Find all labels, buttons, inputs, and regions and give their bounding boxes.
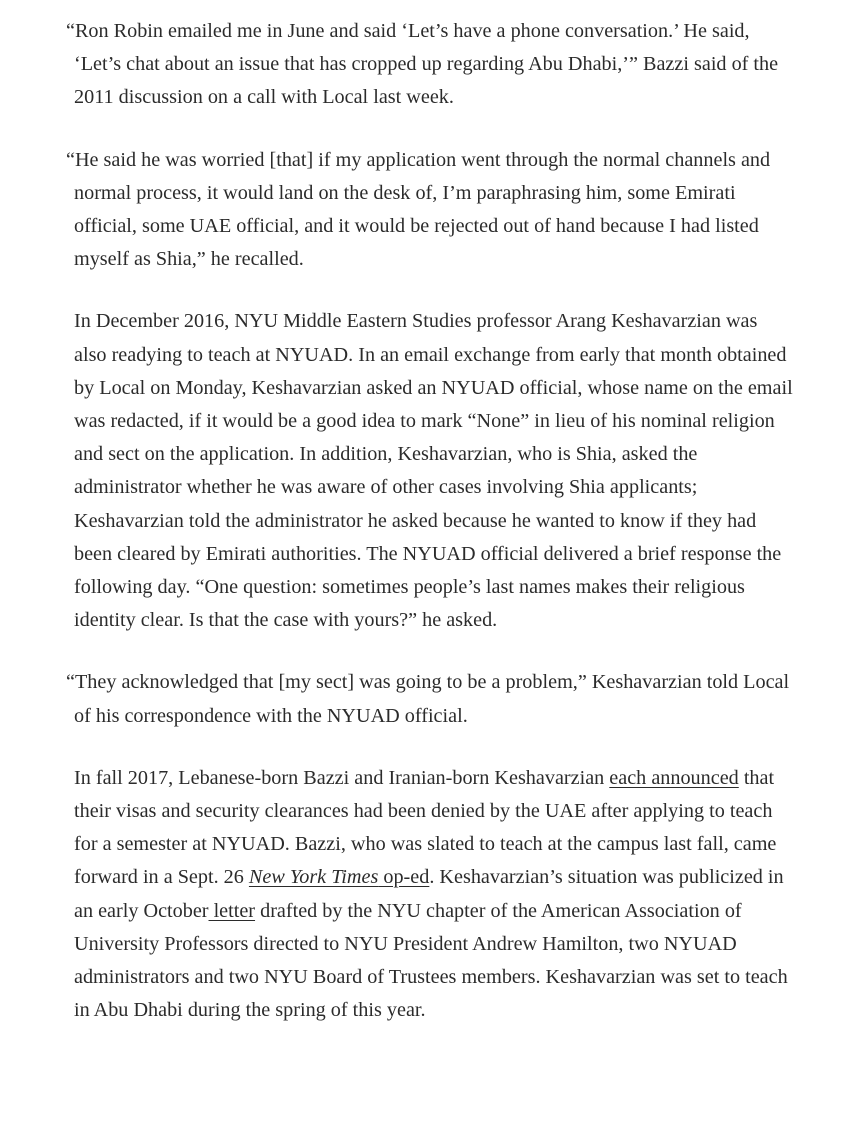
paragraph-keshavarzian-quote	[66, 666, 794, 732]
nyt-op-ed-link[interactable]	[249, 866, 429, 888]
aaup-letter-link[interactable]: letter	[208, 899, 256, 922]
paragraph-bazzi-quote	[66, 15, 794, 115]
paragraph-text: In December 2016, NYU Middle Eastern Studies professor Arang Keshavarzian was also readying to teach at NYUAD. In an email exchange from early that month obtained by Local on Monday, Keshavarzian asked an NYUAD official, whose name on the email was redacted, if it would be a good idea to mark “None” in lieu of his nominal religion and sect on the application. In addition, Keshavarzian, who is Shia, asked the administrator whether he was aware of other cases involving Shia applicants; Keshavarzian told the administrator he asked because he wanted to know if they had been cleared by Emirati authorities. The NYUAD official delivered a brief response the following day. “One question: sometimes people’s last names makes their religious identity clear. Is that the case with yours?” he asked.	[74, 310, 793, 632]
text-segment: drafted by the NYU chapter of the American Association of University Professors directed to NYU President Andrew Hamilton, two NYUAD administrators and two NYU Board of Trustees members. Keshavarzian was set to teach in Abu Dhabi during the spring of this year.	[74, 899, 788, 1022]
op-ed-text: op-ed	[378, 866, 430, 889]
paragraph-text: “He said he was worried [that] if my application went through the normal channels and normal process, it would land on the desk of, I’m paraphrasing him, some Emirati official, some UAE official, and it would be rejected out of hand because I had listed myself as Shia,” he recalled.	[66, 148, 771, 271]
article-body	[66, 15, 794, 1056]
paragraph-text	[74, 762, 794, 1028]
text-segment: . Keshavarzian’s situation was publicized in an early October	[74, 866, 784, 922]
paragraph-bazzi-recall	[66, 144, 794, 277]
each-announced-link[interactable]: each announced	[609, 766, 739, 789]
paragraph-text: “Ron Robin emailed me in June and said ‘Let’s have a phone conversation.’ He said, ‘Let’s chat about an issue that has cropped up regarding Abu Dhabi,’” Bazzi said of the 2011 discussion on a call with Local last week.	[66, 20, 779, 109]
text-segment: that their visas and security clearances had been denied by the UAE after applying to teach for a semester at NYUAD. Bazzi, who was slated to teach at the campus last fall, came forward in a Sept. 26	[74, 766, 777, 889]
nyt-title: New York Times	[248, 866, 379, 889]
paragraph-text: “They acknowledged that [my sect] was going to be a problem,” Keshavarzian told Local of his correspondence with the NYUAD official.	[66, 671, 790, 727]
paragraph-keshavarzian-email	[74, 305, 794, 637]
text-segment: In fall 2017, Lebanese-born Bazzi and Iranian-born Keshavarzian	[74, 766, 610, 789]
paragraph-visas-denied	[74, 762, 794, 1028]
